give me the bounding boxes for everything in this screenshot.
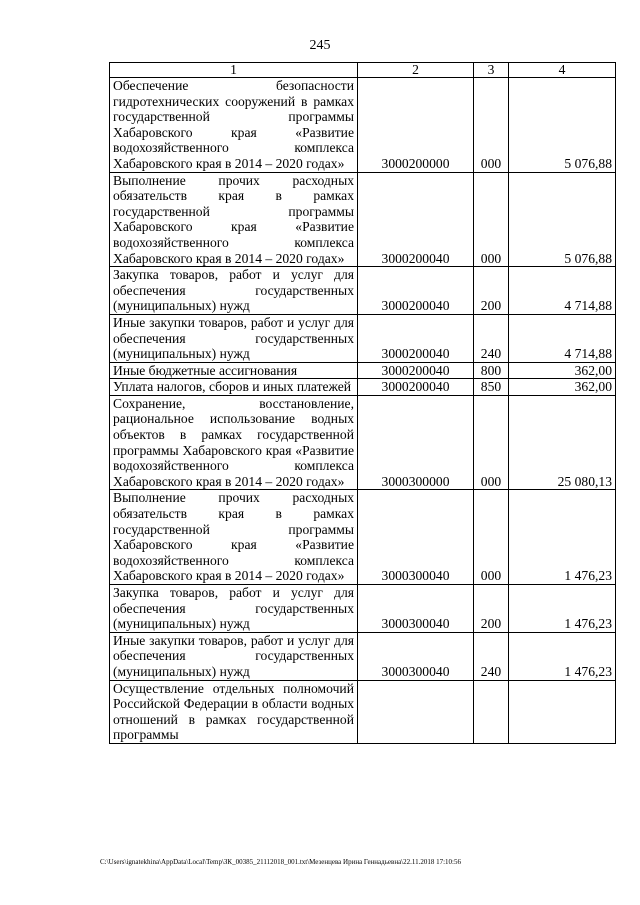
- row-sum-cell: 4 714,88: [509, 314, 616, 362]
- row-vr-cell: 000: [474, 490, 509, 585]
- row-name-cell: Выполнение прочих расходных обязательств края в рамках государственной программы Хабаровского края «Развитие водохозяйственного комплекса Хабаровского края в 2014 – 2020 годах»: [110, 172, 358, 267]
- table-row: [110, 585, 616, 633]
- row-sum-cell: 4 714,88: [509, 267, 616, 315]
- row-code-cell: 3000200000: [358, 78, 474, 173]
- header-col-2: 2: [358, 63, 474, 78]
- table-row: [110, 632, 616, 680]
- header-col-1: 1: [110, 63, 358, 78]
- row-vr-cell: 200: [474, 267, 509, 315]
- row-vr-cell: [474, 680, 509, 743]
- table-row: [110, 379, 616, 396]
- row-vr-cell: 240: [474, 632, 509, 680]
- row-vr-cell: 800: [474, 362, 509, 379]
- table-header-row: [110, 63, 616, 78]
- row-code-cell: 3000200040: [358, 172, 474, 267]
- row-vr-cell: 200: [474, 585, 509, 633]
- row-name-cell: Выполнение прочих расходных обязательств края в рамках государственной программы Хабаровского края «Развитие водохозяйственного комплекса Хабаровского края в 2014 – 2020 годах»: [110, 490, 358, 585]
- row-code-cell: 3000200040: [358, 379, 474, 396]
- footer-file-path: C:\Users\ignatekhina\AppData\Local\Temp\ЗК_00385_21112018_001.txt\Мезенцева Ирина Геннадьевна\22.11.2018 17:10:56: [100, 858, 461, 866]
- row-code-cell: 3000200040: [358, 362, 474, 379]
- row-code-cell: 3000300040: [358, 585, 474, 633]
- row-name-cell: Закупка товаров, работ и услуг для обеспечения государственных (муниципальных) нужд: [110, 585, 358, 633]
- budget-table: [109, 62, 616, 744]
- table-body: [110, 78, 616, 744]
- row-code-cell: 3000300040: [358, 490, 474, 585]
- row-sum-cell: 1 476,23: [509, 632, 616, 680]
- row-vr-cell: 850: [474, 379, 509, 396]
- page-number: 245: [309, 38, 331, 53]
- header-col-4: 4: [509, 63, 616, 78]
- row-name-cell: Иные бюджетные ассигнования: [110, 362, 358, 379]
- row-code-cell: [358, 680, 474, 743]
- row-name-cell: Сохранение, восстановление, рациональное использование водных объектов в рамках государственной программы Хабаровского края «Развитие водохозяйственного комплекса Хабаровского края в 2014 – 2020 годах»: [110, 395, 358, 490]
- row-sum-cell: [509, 680, 616, 743]
- table-row: [110, 314, 616, 362]
- table-row: [110, 172, 616, 267]
- row-name-cell: Закупка товаров, работ и услуг для обеспечения государственных (муниципальных) нужд: [110, 267, 358, 315]
- row-name-cell: Осуществление отдельных полномочий Российской Федерации в области водных отношений в рамках государственной программы: [110, 680, 358, 743]
- row-sum-cell: 1 476,23: [509, 585, 616, 633]
- table-row: [110, 680, 616, 743]
- row-sum-cell: 5 076,88: [509, 78, 616, 173]
- row-sum-cell: 5 076,88: [509, 172, 616, 267]
- row-code-cell: 3000200040: [358, 267, 474, 315]
- row-sum-cell: 1 476,23: [509, 490, 616, 585]
- row-code-cell: 3000300040: [358, 632, 474, 680]
- header-col-3: 3: [474, 63, 509, 78]
- row-name-cell: Уплата налогов, сборов и иных платежей: [110, 379, 358, 396]
- row-vr-cell: 240: [474, 314, 509, 362]
- row-vr-cell: 000: [474, 395, 509, 490]
- table-row: [110, 490, 616, 585]
- table-row: [110, 78, 616, 173]
- row-sum-cell: 362,00: [509, 379, 616, 396]
- table-row: [110, 395, 616, 490]
- row-code-cell: 3000200040: [358, 314, 474, 362]
- row-sum-cell: 362,00: [509, 362, 616, 379]
- row-name-cell: Обеспечение безопасности гидротехнических сооружений в рамках государственной программы Хабаровского края «Развитие водохозяйственного комплекса Хабаровского края в 2014 – 2020 годах»: [110, 78, 358, 173]
- row-vr-cell: 000: [474, 172, 509, 267]
- row-code-cell: 3000300000: [358, 395, 474, 490]
- row-sum-cell: 25 080,13: [509, 395, 616, 490]
- table-row: [110, 362, 616, 379]
- row-name-cell: Иные закупки товаров, работ и услуг для обеспечения государственных (муниципальных) нужд: [110, 314, 358, 362]
- row-vr-cell: 000: [474, 78, 509, 173]
- table-row: [110, 267, 616, 315]
- row-name-cell: Иные закупки товаров, работ и услуг для обеспечения государственных (муниципальных) нужд: [110, 632, 358, 680]
